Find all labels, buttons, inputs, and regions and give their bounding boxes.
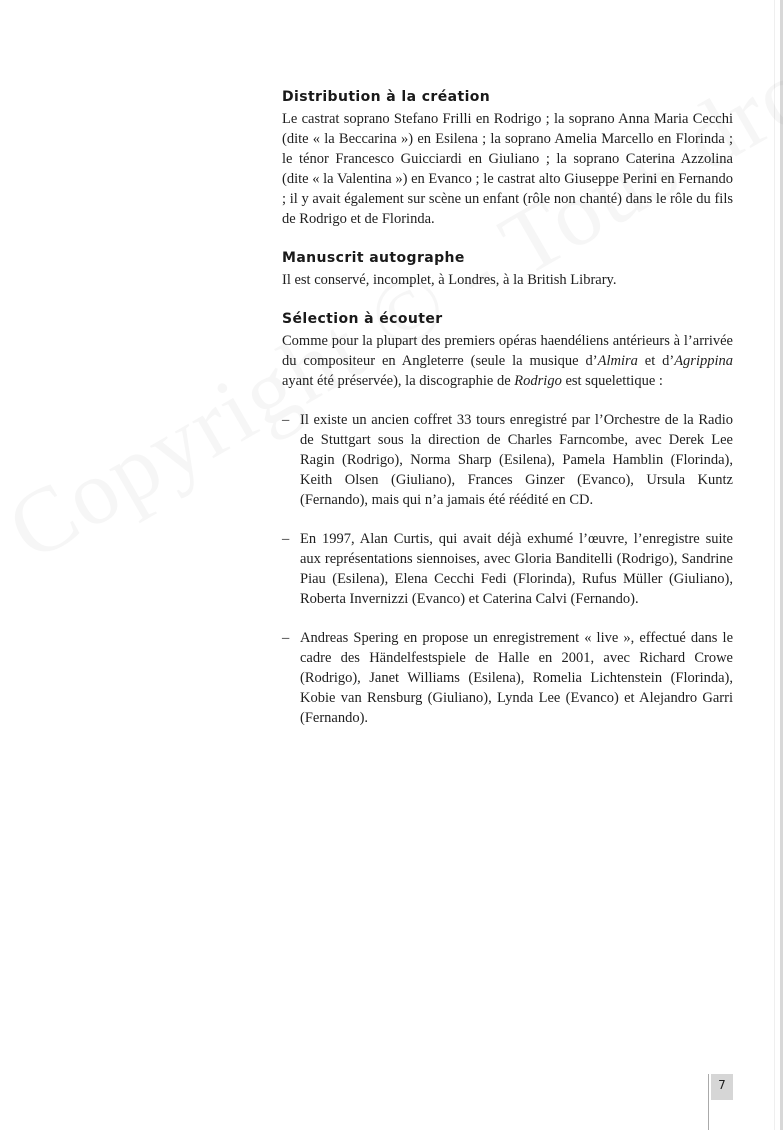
- section-manuscrit: [282, 247, 733, 290]
- page-number-rule: [708, 1074, 709, 1130]
- list-item-text: Il existe un ancien coffret 33 tours enregistré par l’Orchestre de la Radio de Stuttgart sous la direction de Charles Farncombe, avec Derek Lee Ragin (Rodrigo), Norma Sharp (Esilena), Pamela Hamblin (Florinda), Keith Olsen (Giuliano), Frances Ginzer (Evanco), Ursula Kuntz (Fernando), mais qui n’a jamais été réédité en CD.: [300, 412, 733, 508]
- section-distribution: [282, 86, 733, 229]
- title-agrippina: Agrippina: [674, 353, 734, 369]
- list-item-text: Andreas Spering en propose un enregistrement « live », effectué dans le cadre des Händelfestspiele de Halle en 2001, avec Richard Crowe (Rodrigo), Janet Williams (Esilena), Romelia Lichtenstein (Florinda), Kobie van Rensburg (Giuliano), Lynda Lee (Evanco) et Alejandro Garri (Fernando).: [300, 630, 733, 726]
- intro-part-c: ayant été préservée), la discographie de: [282, 373, 515, 389]
- intro-part-b: et d’: [637, 353, 675, 369]
- intro-part-d: est squelettique :: [561, 373, 663, 389]
- distribution-heading: Distribution à la création: [282, 89, 491, 105]
- section-selection: [282, 308, 733, 728]
- list-item: [282, 529, 733, 609]
- title-almira: Almira: [597, 353, 638, 369]
- selection-intro: [282, 331, 733, 391]
- selection-heading: Sélection à écouter: [282, 311, 443, 327]
- intro-part-a: Comme pour la plupart des premiers opéras haendéliens antérieurs à l’arrivée du compositeur en Angleterre (seule la musique d’: [282, 333, 733, 369]
- distribution-text: Le castrat soprano Stefano Frilli en Rodrigo ; la soprano Anna Maria Cecchi (dite « la Beccarina ») en Esilena ; la soprano Amelia Marcello en Florinda ; le ténor Francesco Guicciardi en Giuliano ; la soprano Caterina Azzolina (dite « la Valentina ») en Evanco ; le castrat alto Giuseppe Perini en Fernando ; il y avait également sur scène un enfant (rôle non chanté) dans le rôle du fils de Rodrigo et de Florinda.: [282, 111, 733, 227]
- manuscrit-heading: Manuscrit autographe: [282, 250, 465, 266]
- discography-list: [282, 410, 733, 728]
- page-number: 7: [711, 1074, 733, 1100]
- list-dash: –: [282, 412, 290, 428]
- page-content: [282, 86, 733, 747]
- list-dash: –: [282, 531, 290, 547]
- scan-shadow: [774, 0, 775, 1130]
- list-dash: –: [282, 630, 290, 646]
- manuscrit-text: Il est conservé, incomplet, à Londres, à la British Library.: [282, 272, 617, 288]
- list-item: [282, 410, 733, 510]
- list-item-text: En 1997, Alan Curtis, qui avait déjà exhumé l’œuvre, l’enregistre suite aux représentations siennoises, avec Gloria Banditelli (Rodrigo), Sandrine Piau (Esilena), Elena Cecchi Fedi (Florinda), Rufus Müller (Giuliano), Roberta Invernizzi (Evanco) et Caterina Calvi (Fernando).: [300, 531, 733, 607]
- list-item: [282, 628, 733, 728]
- title-rodrigo: Rodrigo: [514, 373, 562, 389]
